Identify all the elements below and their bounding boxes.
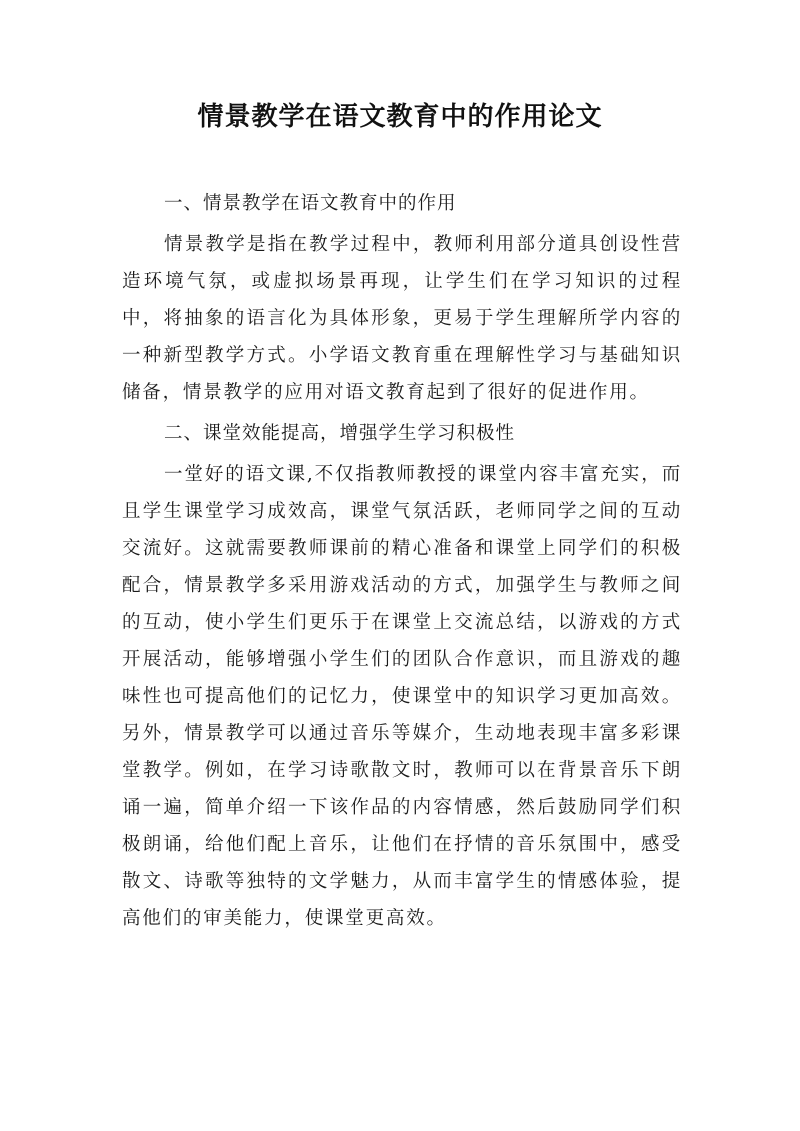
section-paragraph-1: 情景教学是指在教学过程中，教师利用部分道具创设性营造环境气氛，或虚拟场景再现，让学生们在学习知识的过程中，将抽象的语言化为具体形象，更易于学生理解所学内容的一种新型教学方式。小学语文教育重在理解性学习与基础知识储备，情景教学的应用对语文教育起到了很好的促进作用。 [122,234,682,403]
document-body [122,186,682,942]
section-paragraph-2: 一堂好的语文课,不仅指教师教授的课堂内容丰富充实，而且学生课堂学习成效高，课堂气氛活跃，老师同学之间的互动交流好。这就需要教师课前的精心准备和课堂上同学们的积极配合，情景教学多采用游戏活动的方式，加强学生与教师之间的互动，使小学生们更乐于在课堂上交流总结，以游戏的方式开展活动，能够增强小学生们的团队合作意识，而且游戏的趣味性也可提高他们的记忆力，使课堂中的知识学习更加高效。另外，情景教学可以通过音乐等媒介，生动地表现丰富多彩课堂教学。例如，在学习诗歌散文时，教师可以在背景音乐下朗诵一遍，简单介绍一下该作品的内容情感，然后鼓励同学们积极朗诵，给他们配上音乐，让他们在抒情的音乐氛围中，感受散文、诗歌等独特的文学魅力，从而丰富学生的情感体验，提高他们的审美能力，使课堂更高效。 [122,464,682,929]
section-heading-2: 二、课堂效能提高，增强学生学习积极性 [164,423,516,444]
section-heading-1: 一、情景教学在语文教育中的作用 [164,193,457,214]
document-title: 情景教学在语文教育中的作用论文 [197,102,603,132]
